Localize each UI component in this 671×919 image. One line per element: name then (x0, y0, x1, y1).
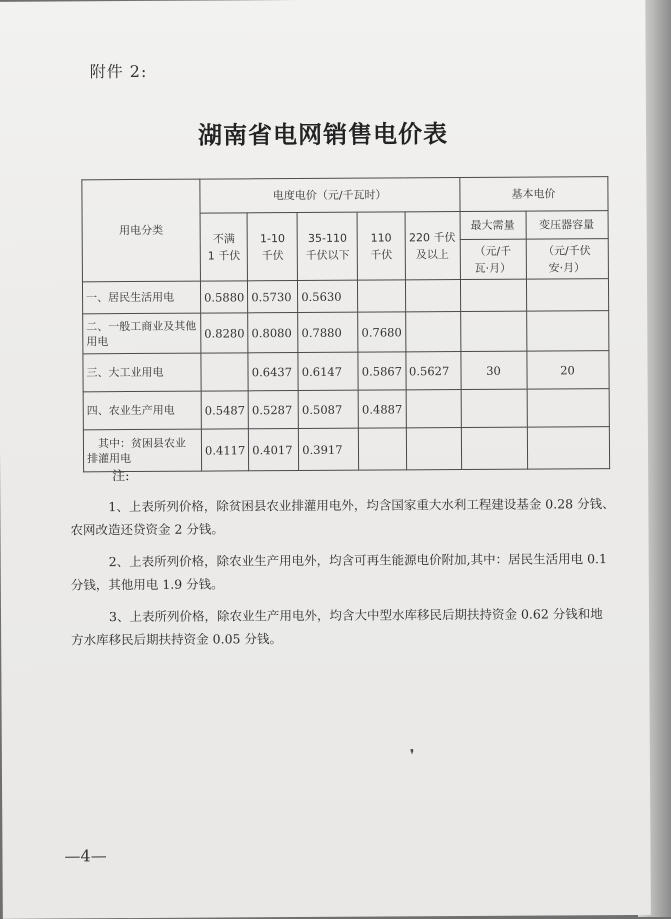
price-cell: 0.5630 (298, 280, 358, 312)
price-cell: 0.5867 (358, 352, 405, 390)
price-cell: 0.7680 (358, 312, 405, 352)
price-cell (406, 428, 461, 470)
max-demand-cell: 30 (460, 351, 526, 389)
max-demand-unit: （元/千 瓦·月） (460, 239, 526, 279)
transformer-unit: （元/千伏 安·月） (526, 239, 608, 280)
table-row (83, 427, 609, 472)
voltage-header-2: 1-10 千伏 (247, 213, 297, 281)
transformer-cell: 20 (526, 351, 608, 390)
price-cell: 0.5487 (201, 391, 248, 429)
price-cell: 0.4117 (201, 429, 249, 471)
transformer-capacity-header: 变压器容量 (526, 211, 608, 240)
row-category: 其中：贫困县农业 排灌用电 (83, 429, 201, 472)
price-cell (359, 428, 407, 470)
note-2: 2、上表所列价格，除农业生产用电外，均含可再生能源电价附加,其中：居民生活用电 0.1 分钱，其他用电 1.9 分钱。 (70, 551, 607, 593)
voltage-header-1: 不满 1 千伏 (200, 213, 248, 281)
price-cell: 0.7880 (298, 312, 358, 352)
transformer-cell (526, 279, 608, 312)
price-cell: 0.4017 (249, 429, 299, 471)
transformer-cell (527, 427, 609, 470)
note-3: 3、上表所列价格，除农业生产用电外，均含大中型水库移民后期扶持资金 0.62 分钱和地 方水库移民后期扶持资金 0.05 分钱。 (71, 606, 603, 648)
voltage-header-5: 220 千伏 及以上 (405, 212, 460, 280)
price-cell (406, 390, 461, 428)
table-row (83, 351, 609, 392)
stray-ink-mark: ❜ (409, 747, 415, 764)
category-header: 用电分类 (82, 179, 201, 282)
max-demand-header: 最大需量 (460, 211, 526, 239)
notes-label: 注: (112, 469, 130, 485)
price-cell: 0.6147 (298, 352, 358, 390)
max-demand-cell (461, 389, 527, 427)
table-row (83, 311, 609, 354)
price-cell: 0.8280 (201, 313, 248, 353)
price-cell: 0.3917 (299, 428, 359, 470)
price-cell: 0.5627 (405, 352, 460, 390)
page-number: —4— (64, 846, 107, 866)
price-cell (405, 312, 460, 352)
note-1: 1、上表所列价格，除贫困县农业排灌用电外，均含国家重大水利工程建设基金 0.28 分钱、 农网改造还贷资金 2 分钱。 (70, 496, 615, 538)
price-cell: 0.5087 (298, 390, 358, 428)
max-demand-cell (461, 427, 527, 469)
price-cell: 0.8080 (248, 313, 298, 353)
price-cell: 0.5880 (200, 281, 247, 313)
row-category: 四、农业生产用电 (83, 391, 201, 430)
price-cell: 0.5287 (248, 391, 298, 429)
table-row (82, 279, 608, 314)
voltage-header-4: 110 千伏 (357, 212, 405, 280)
transformer-cell (527, 389, 609, 428)
price-cell: 0.5730 (248, 281, 298, 313)
row-category: 二、一般工商业及其他 用电 (83, 313, 201, 354)
max-demand-cell (460, 279, 526, 311)
energy-price-header: 电度电价（元/千瓦时） (200, 178, 460, 214)
electricity-price-table (81, 176, 609, 472)
table-row (83, 389, 609, 430)
max-demand-cell (460, 311, 526, 351)
price-cell (358, 280, 405, 312)
row-category: 三、大工业用电 (83, 353, 201, 392)
price-cell: 0.4887 (358, 390, 405, 428)
attachment-label: 附件 2: (89, 61, 148, 82)
basic-price-header: 基本电价 (459, 177, 607, 212)
voltage-header-3: 35-110 千伏以下 (297, 212, 357, 280)
price-cell: 0.6437 (248, 353, 298, 391)
price-cell (201, 353, 248, 391)
transformer-cell (526, 311, 608, 352)
document-title: 湖南省电网销售电价表 (197, 119, 449, 150)
row-category: 一、居民生活用电 (82, 281, 200, 314)
price-cell (405, 280, 460, 312)
